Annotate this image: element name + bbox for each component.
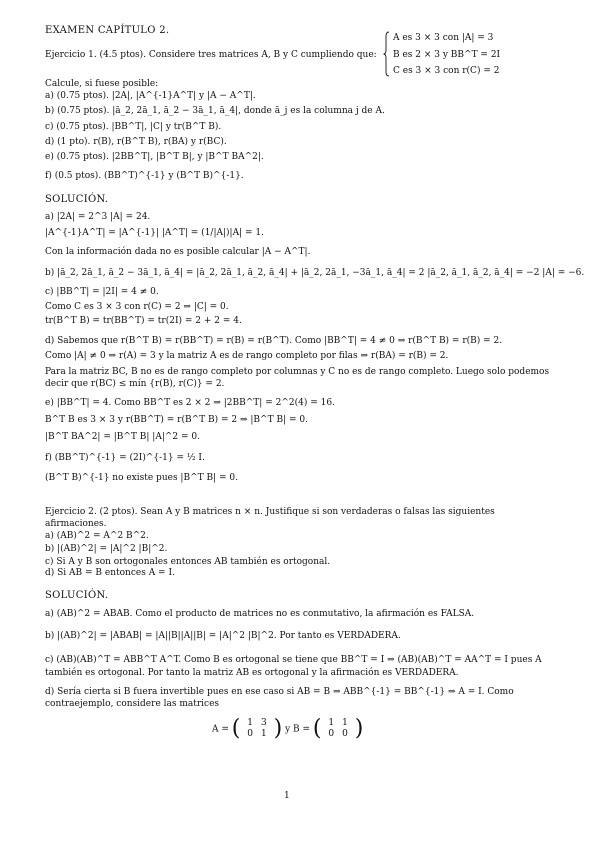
- solution-2-line: a) (AB)^2 = ABAB. Como el producto de matrices no es conmutativo, la afirmación es FALSA.: [45, 609, 475, 619]
- matrix-cell: 3: [260, 718, 267, 728]
- matrix-cell: 1: [247, 718, 253, 728]
- right-paren-icon: ): [273, 716, 283, 741]
- solution-1-line: Como C es 3 × 3 con r(C) = 2 ⇒ |C| = 0.: [45, 302, 229, 312]
- exercise-2-line: a) (AB)^2 = A^2 B^2.: [45, 531, 149, 541]
- matrix-cell: 1: [328, 718, 335, 728]
- right-paren-icon: ): [354, 716, 364, 741]
- exercise-2-line: afirmaciones.: [45, 519, 107, 529]
- solution-2-line: c) (AB)(AB)^T = ABB^T A^T. Como B es ortogonal se tiene que BB^T = I ⇒ (AB)(AB)^T = AA^T = I pues A: [45, 655, 542, 665]
- exercise-1-item-f: f) (0.5 ptos). (BB^T)^{-1} y (B^T B)^{-1}.: [45, 171, 244, 181]
- exercise-1-item-a: a) (0.75 ptos). |2A|, |A^{-1}A^T| y |A − A^T|.: [45, 91, 256, 101]
- solution-2-line: también es ortogonal. Por tanto la matriz AB es ortogonal y la afirmación es VERDADERA.: [45, 668, 459, 678]
- solution-1-line: d) Sabemos que r(B^T B) = r(BB^T) = r(B) = r(B^T). Como |BB^T| = 4 ≠ 0 ⇒ r(B^T B) = r(B) = 2.: [45, 336, 503, 346]
- exercise-1-intro: Calcule, si fuese posible:: [45, 79, 159, 89]
- solution-1-line: b) |ā_2, 2ā_1, ā_2 − 3ā_1, ā_4| = |ā_2, 2ā_1, ā_2, ā_4| + |ā_2, 2ā_1, −3ā_1, ā_4| = 2 |ā_2, ā_1, ā_2, ā_4| = −2 |A| = −6.: [45, 268, 585, 278]
- condition-b: B es 2 × 3 y BB^T = 2I: [393, 50, 501, 60]
- matrix-cell: 0: [328, 729, 335, 739]
- exam-title: EXAMEN CAPÍTULO 2.: [45, 25, 170, 36]
- solution-1-line: Con la información dada no es posible calcular |A − A^T|.: [45, 247, 311, 257]
- exercise-2-line: d) Si AB = B entonces A = I.: [45, 568, 175, 578]
- solution-1-header: SOLUCIÓN.: [45, 194, 109, 205]
- exercise-1-item-d: d) (1 pto). r(B), r(B^T B), r(BA) y r(BC).: [45, 137, 227, 147]
- solution-2-line: d) Sería cierta si B fuera invertible pues en ese caso si AB = B ⇒ ABB^{-1} = BB^{-1} ⇒ A = I. Como: [45, 687, 514, 697]
- solution-1-line: c) |BB^T| = |2I| = 4 ≠ 0.: [45, 287, 159, 297]
- exercise-1-item-b: b) (0.75 ptos). |ā_2, 2ā_1, ā_2 − 3ā_1, ā_4|, donde ā_j es la columna j de A.: [45, 106, 385, 116]
- solution-1-line: decir que r(BC) ≤ mín {r(B), r(C)} = 2.: [45, 379, 225, 389]
- exercise-2-line: Ejercicio 2. (2 ptos). Sean A y B matrices n × n. Justifique si son verdaderas o falsas las siguientes: [45, 507, 495, 517]
- matrix-b-label: y B =: [285, 724, 311, 735]
- solution-1-line: |A^{-1}A^T| = |A^{-1}| |A^T| = (1/|A|)|A| = 1.: [45, 228, 264, 238]
- solution-2-line: contraejemplo, considere las matrices: [45, 699, 220, 709]
- left-paren-icon: (: [231, 716, 241, 741]
- condition-c: C es 3 × 3 con r(C) = 2: [393, 66, 500, 76]
- solution-1-line: Para la matriz BC, B no es de rango completo por columnas y C no es de rango completo. Luego solo podemos: [45, 367, 550, 377]
- matrix-a-label: A =: [212, 724, 229, 735]
- solution-1-line: a) |2A| = 2^3 |A| = 24.: [45, 212, 151, 222]
- solution-1-line: B^T B es 3 × 3 y r(BB^T) = r(B^T B) = 2 ⇒ |B^T B| = 0.: [45, 415, 308, 425]
- exercise-1-statement: Ejercicio 1. (4.5 ptos). Considere tres matrices A, B y C cumpliendo que:: [45, 50, 377, 60]
- matrix-cell: 1: [342, 718, 348, 728]
- solution-2-header: SOLUCIÓN.: [45, 590, 109, 601]
- matrix-cell: 1: [260, 729, 267, 739]
- exercise-1-item-e: e) (0.75 ptos). |2BB^T|, |B^T B|, y |B^T BA^2|.: [45, 152, 264, 162]
- solution-1-line: Como |A| ≠ 0 ⇒ r(A) = 3 y la matriz A es de rango completo por filas ⇒ r(BA) = r(B) = 2.: [45, 351, 449, 361]
- solution-1-line: (B^T B)^{-1} no existe pues |B^T B| = 0.: [45, 473, 238, 483]
- solution-1-line: f) (BB^T)^{-1} = (2I)^{-1} = ½ I.: [45, 453, 205, 463]
- exercise-2-line: c) Si A y B son ortogonales entonces AB también es ortogonal.: [45, 557, 331, 567]
- solution-1-line: |B^T BA^2| = |B^T B| |A|^2 = 0.: [45, 432, 200, 442]
- exercise-1-item-c: c) (0.75 ptos). |BB^T|, |C| y tr(B^T B).: [45, 122, 222, 132]
- left-paren-icon: (: [312, 716, 322, 741]
- condition-a: A es 3 × 3 con |A| = 3: [393, 33, 494, 43]
- matrix-cell: 0: [247, 729, 253, 739]
- matrix-cell: 0: [342, 729, 348, 739]
- left-brace-icon: [383, 31, 390, 77]
- page-number: 1: [284, 791, 290, 801]
- solution-1-line: tr(B^T B) = tr(BB^T) = tr(2I) = 2 + 2 = 4.: [45, 316, 242, 326]
- matrix-a: [212, 718, 363, 740]
- exercise-2-line: b) |(AB)^2| = |A|^2 |B|^2.: [45, 544, 168, 554]
- solution-2-line: b) |(AB)^2| = |ABAB| = |A||B||A||B| = |A|^2 |B|^2. Por tanto es VERDADERA.: [45, 631, 401, 641]
- solution-1-line: e) |BB^T| = 4. Como BB^T es 2 × 2 ⇒ |2BB^T| = 2^2(4) = 16.: [45, 398, 335, 408]
